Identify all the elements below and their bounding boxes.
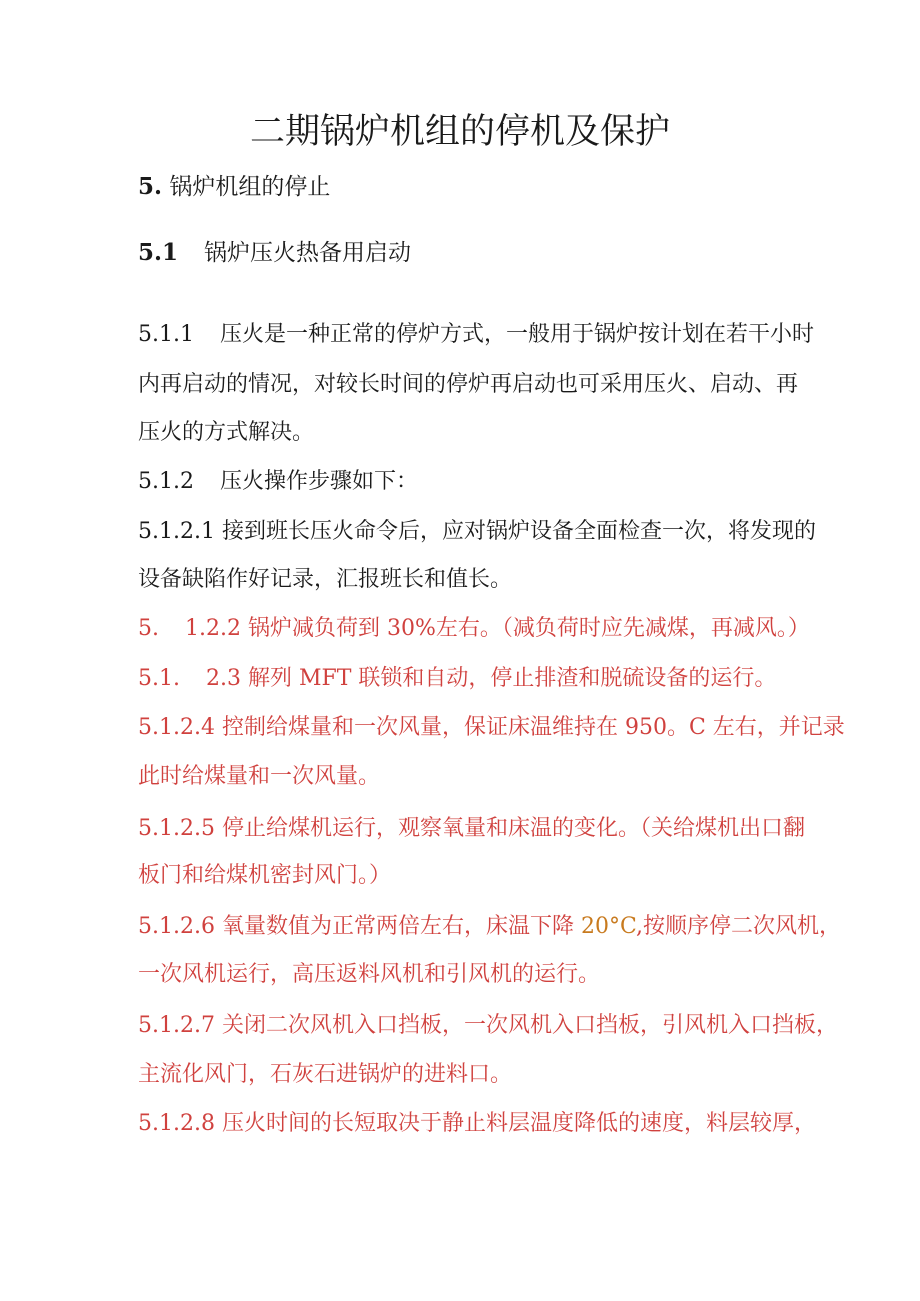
para-5-1-1-text1: 压火是一种正常的停炉方式，一般用于锅炉按计划在若干小时 [219,322,814,347]
section-5-1-heading [138,238,798,268]
para-5-1-2-3-text: 解列 MFT 联锁和自动，停止排渣和脱硫设备的运行。 [247,666,777,691]
para-5-1-2-3-number-b: 2.3 [205,666,241,691]
para-5-1-2-number: 5.1.2 [138,469,194,494]
section-5-text: 锅炉机组的停止 [169,174,331,200]
para-5-1-1-line2: 内再启动的情况，对较长时间的停炉再启动也可采用压火、启动、再 [138,372,799,397]
section-5-1-number: 5.1 [138,239,179,266]
para-5-1-2-2-number-b: 1.2.2 [185,616,241,641]
para-5-1-2-8-line1: 5.1.2.8 压火时间的长短取决于静止料层温度降低的速度，料层较厚， [138,1111,816,1136]
para-5-1-2 [138,467,798,497]
para-5-1-2-4-line1: 5.1.2.4 控制给煤量和一次风量，保证床温维持在 950。C 左右，并记录 [138,715,845,740]
para-5-1-2-5-line2: 板门和给煤机密封风门。） [138,863,392,888]
para-5-1-2-2 [138,614,810,644]
para-5-1-2-4-line2: 此时给煤量和一次风量。 [138,764,381,789]
para-5-1-2-6-temp: 20°C [580,914,637,939]
para-5-1-2-3-number-a: 5.1. [138,666,180,691]
section-5-1-text: 锅炉压火热备用启动 [204,240,412,266]
section-5-heading [138,172,798,202]
para-5-1-2-2-number-a: 5. [138,616,159,641]
section-5-number: 5. [138,173,163,200]
para-5-1-2-1-line2: 设备缺陷作好记录，汇报班长和值长。 [138,567,513,592]
para-5-1-1-line3: 压火的方式解决。 [138,420,315,445]
para-5-1-2-6-text-a: 5.1.2.6 氧量数值为正常两倍左右，床温下降 [138,914,581,939]
document-title: 二期锅炉机组的停机及保护 [249,112,670,152]
para-5-1-2-text: 压火操作步骤如下： [219,469,418,494]
para-5-1-2-1-line1: 5.1.2.1 接到班长压火命令后，应对锅炉设备全面检查一次，将发现的 [138,519,816,544]
para-5-1-2-3 [138,664,798,694]
para-5-1-2-6-line1 [138,912,842,942]
para-5-1-2-2-text: 锅炉减负荷到 30%左右。（减负荷时应先减煤，再减风。） [247,616,810,641]
para-5-1-2-6-text-c: ,按顺序停二次风机， [636,914,842,939]
para-5-1-2-7-line2: 主流化风门，石灰石进锅炉的进料口。 [138,1062,513,1087]
para-5-1-1-line1 [138,320,814,350]
para-5-1-2-6-line2: 一次风机运行，高压返料风机和引风机的运行。 [138,962,601,987]
para-5-1-1-number: 5.1.1 [138,322,194,347]
para-5-1-2-7-line1: 5.1.2.7 关闭二次风机入口挡板，一次风机入口挡板，引风机入口挡板， [138,1013,838,1038]
para-5-1-2-5-line1: 5.1.2.5 停止给煤机运行，观察氧量和床温的变化。（关给煤机出口翻 [138,816,805,841]
